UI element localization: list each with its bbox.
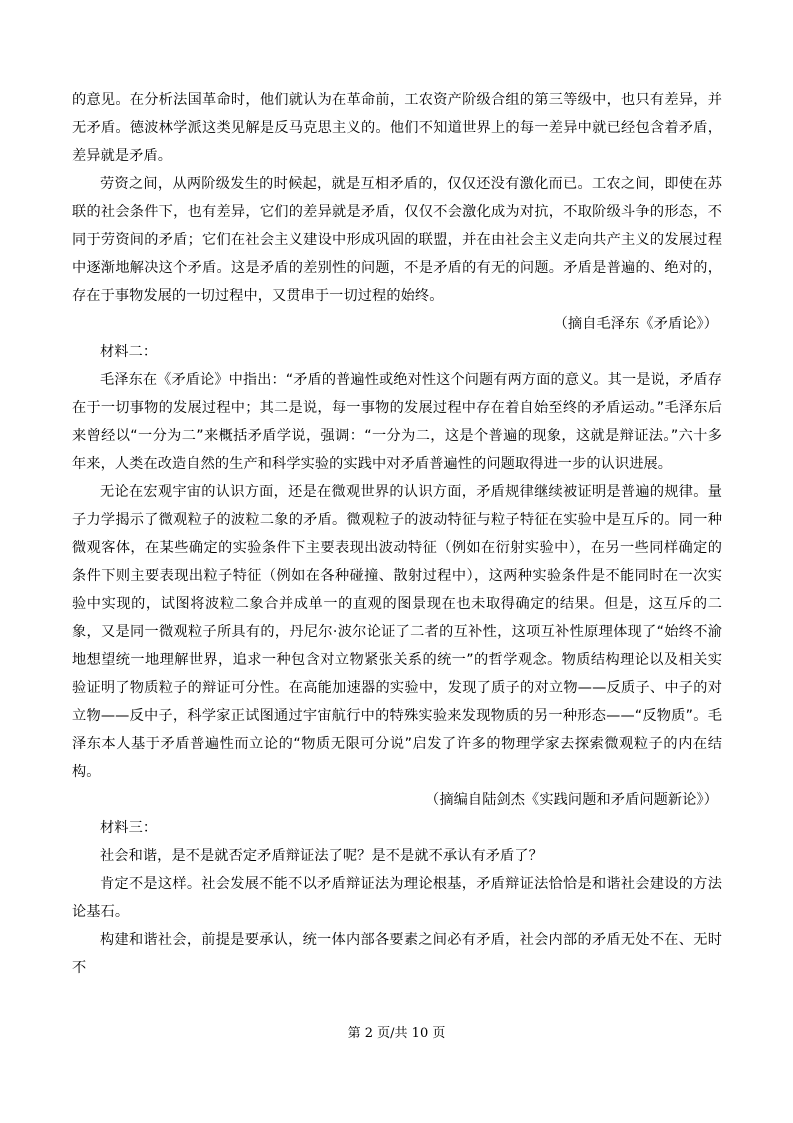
source-citation: （摘自毛泽东《矛盾论》） [553, 316, 718, 332]
material-label: 材料三： [100, 820, 158, 836]
page-number: 第 2 页/共 10 页 [347, 1026, 446, 1041]
body-paragraph: 无论在宏观宇宙的认识方面，还是在微观世界的认识方面，矛盾规律继续被证明是普遍的规律。量子力学揭示了微观粒子的波粒二象的矛盾。微观粒子的波动特征与粒子特征在实验中是互斥的。同一种微观客体，在某些确定的实验条件下主要表现出波动特征（例如在衍射实验中），在另一些同样确定的条件下则主要表现出粒子特征（例如在各种碰撞、散射过程中），这两种实验条件是不能同时在一次实验中实现的，试图将波粒二象合并成单一的直观的图景现在也未取得确定的结果。但是，这互斥的二象，又是同一微观粒子所具有的，丹尼尔·波尔论证了二者的互补性，这项互补性原理体现了“始终不渝地想望统一地理解世界，追求一种包含对立物紧张关系的统一”的哲学观念。物质结构理论以及相关实验证明了物质粒子的辩证可分性。在高能加速器的实验中，发现了质子的对立物——反质子、中子的对立物——反中子，科学家正试图通过宇宙航行中的特殊实验来发现物质的另一种形态——“反物质”。毛泽东本人基于矛盾普遍性而立论的“物质无限可分说”启发了许多的物理学家去探索微观粒子的内在结构。 [72, 484, 722, 780]
document-body [72, 86, 722, 982]
body-paragraph: 肯定不是这样。社会发展不能不以矛盾辩证法为理论根基，矛盾辩证法恰恰是和谐社会建设的方法论基石。 [72, 876, 722, 920]
body-paragraph: 的意见。在分析法国革命时，他们就认为在革命前，工农资产阶级合组的第三等级中，也只有差异，并无矛盾。德波林学派这类见解是反马克思主义的。他们不知道世界上的每一差异中就已经包含着矛盾，差异就是矛盾。 [72, 92, 722, 164]
body-paragraph: 毛泽东在《矛盾论》中指出：“矛盾的普遍性或绝对性这个问题有两方面的意义。其一是说，矛盾存在于一切事物的发展过程中；其二是说，每一事物的发展过程中存在着自始至终的矛盾运动。”毛泽东后来曾经以“一分为二”来概括矛盾学说，强调：“一分为二，这是个普遍的现象，这就是辩证法。”六十多年来，人类在改造自然的生产和科学实验的实践中对矛盾普遍性的问题取得进一步的认识进展。 [72, 372, 722, 472]
body-paragraph: 劳资之间，从两阶级发生的时候起，就是互相矛盾的，仅仅还没有激化而已。工农之间，即使在苏联的社会条件下，也有差异，它们的差异就是矛盾，仅仅不会激化成为对抗，不取阶级斗争的形态，不同于劳资间的矛盾；它们在社会主义建设中形成巩固的联盟，并在由社会主义走向共产主义的发展过程中逐渐地解决这个矛盾。这是矛盾的差别性的问题，不是矛盾的有无的问题。矛盾是普遍的、绝对的，存在于事物发展的一切过程中，又贯串于一切过程的始终。 [72, 176, 722, 304]
body-paragraph: 构建和谐社会，前提是要承认，统一体内部各要素之间必有矛盾，社会内部的矛盾无处不在、无时不 [72, 932, 722, 976]
source-citation: （摘编自陆剑杰《实践问题和矛盾问题新论》） [425, 792, 718, 808]
material-label: 材料二： [100, 344, 158, 360]
body-paragraph: 社会和谐，是不是就否定矛盾辩证法了呢？是不是就不承认有矛盾了？ [100, 848, 543, 864]
